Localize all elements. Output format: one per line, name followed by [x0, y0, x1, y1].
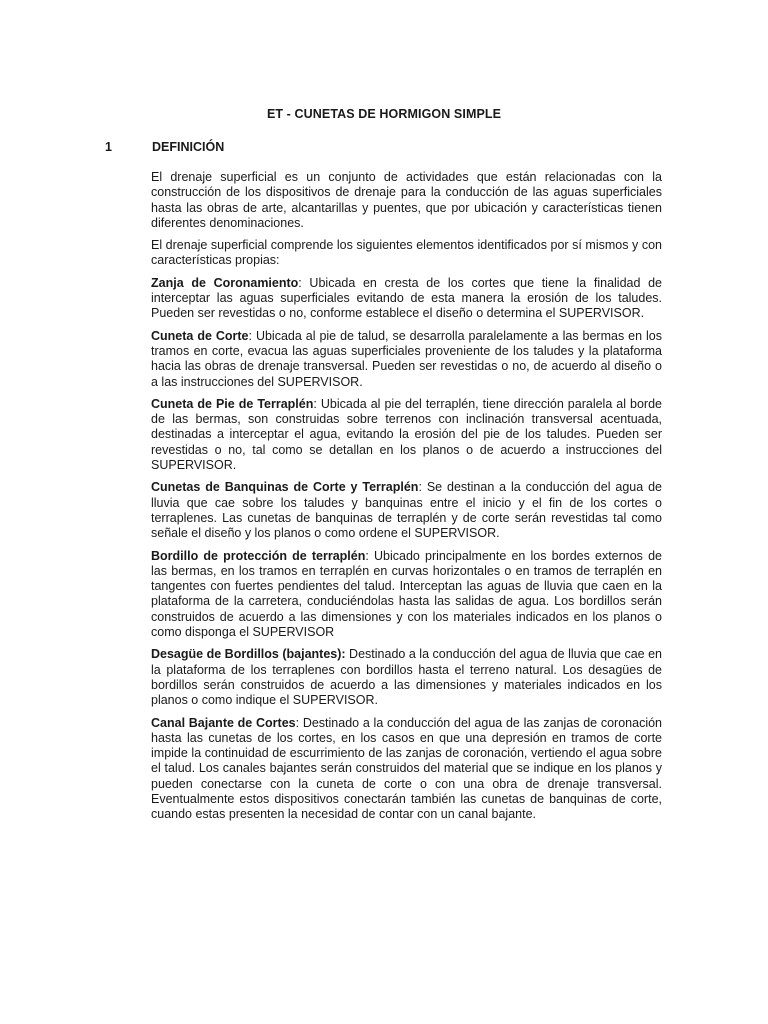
document-title: ET - CUNETAS DE HORMIGON SIMPLE: [266, 107, 502, 121]
definition-text: : Ubicada en cresta de los cortes que tiene la finalidad de interceptar las aguas superficiales evitando de esta manera la erosión de los taludes. Pueden ser revestidas o no, conforme establece el diseño o determina el SUPERVISOR.: [151, 275, 662, 321]
intro-paragraph: El drenaje superficial comprende los siguientes elementos identificados por sí mismos y con características propias:: [151, 238, 662, 268]
definition-term: Bordillo de protección de terraplén: [151, 548, 366, 563]
definition-paragraph: [151, 329, 662, 390]
definition-paragraph: [151, 397, 662, 473]
definition-paragraph: [151, 276, 662, 322]
definition-text: : Ubicado principalmente en los bordes externos de las bermas, en los tramos en terraplén en curvas horizontales o en tramos de terraplén en tangentes con fuertes pendientes del talud. Interceptan las aguas de lluvia que caen en la plataforma de la carretera, conduciéndolas hasta las salidas de agua. Los bordillos serán construidos de acuerdo a las dimensiones y con los materiales indicados en los planos o como disponga el SUPERVISOR: [151, 548, 662, 640]
definition-text: : Ubicada al pie de talud, se desarrolla paralelamente a las bermas en los tramos en corte, evacua las aguas superficiales proveniente de los taludes y la plataforma hacia las obras de drenaje transversal. Pueden ser revestidas o no, de acuerdo al diseño o a las instrucciones del SUPERVISOR.: [151, 328, 662, 389]
section-title: DEFINICIÓN: [152, 140, 225, 154]
document-body: [151, 170, 662, 830]
definition-term: Cunetas de Banquinas de Corte y Terraplén: [151, 480, 419, 495]
definition-term: Canal Bajante de Cortes: [151, 715, 296, 730]
section-number: 1: [105, 140, 112, 154]
definition-text: : Destinado a la conducción del agua de las zanjas de coronación hasta las cunetas de los cortes, en los casos en que una depresión en tramos de corte impide la continuidad de escurrimiento de las zanjas de coronación, vertiendo el agua sobre el talud. Los canales bajantes serán construidos del material que se indique en los planos y pueden conectarse con la cuneta de corte o con una obra de drenaje transversal. Eventualmente estos dispositivos conectarán también las cunetas de banquinas de corte, cuando estas presenten la necesidad de contar con un canal bajante.: [151, 715, 662, 822]
definition-term: Cuneta de Corte: [151, 328, 249, 343]
definition-paragraph: [151, 716, 662, 823]
definition-paragraph: [151, 480, 662, 541]
definition-term: Cuneta de Pie de Terraplén: [151, 396, 314, 411]
definition-text: Destinado a la conducción del agua de lluvia que cae en la plataforma de los terraplenes con bordillos hasta el terreno natural. Los desagües de bordillos serán construidos de acuerdo a las dimensiones y materiales indicados en los planos o como indique el SUPERVISOR.: [151, 647, 663, 708]
definition-term: Desagüe de Bordillos (bajantes):: [151, 647, 346, 662]
definition-paragraph: [151, 549, 662, 641]
definition-paragraph: [151, 647, 662, 708]
definition-text: : Se destinan a la conducción del agua de lluvia que cae sobre los taludes y banquinas entre el inicio y el fin de los cortes o terraplenes. Las cunetas de banquinas de terraplén y de corte serán revestidas tal como señale el diseño y los planos o como ordene el SUPERVISOR.: [151, 480, 662, 541]
definition-text: : Ubicada al pie del terraplén, tiene dirección paralela al borde de las bermas, son construidas sobre terrenos con inclinación transversal acentuada, destinadas a interceptar el agua, evitando la erosión del pie de los taludes. Pueden ser revestidas o no, tal como se detallan en los planos o de acuerdo a instrucciones del SUPERVISOR.: [151, 396, 662, 473]
intro-paragraph: El drenaje superficial es un conjunto de actividades que están relacionadas con la construcción de los dispositivos de drenaje para la conducción de las aguas superficiales hasta las obras de arte, alcantarillas y puentes, que por ubicación y características tienen diferentes denominaciones.: [151, 170, 662, 230]
definition-term: Zanja de Coronamiento: [151, 275, 299, 290]
